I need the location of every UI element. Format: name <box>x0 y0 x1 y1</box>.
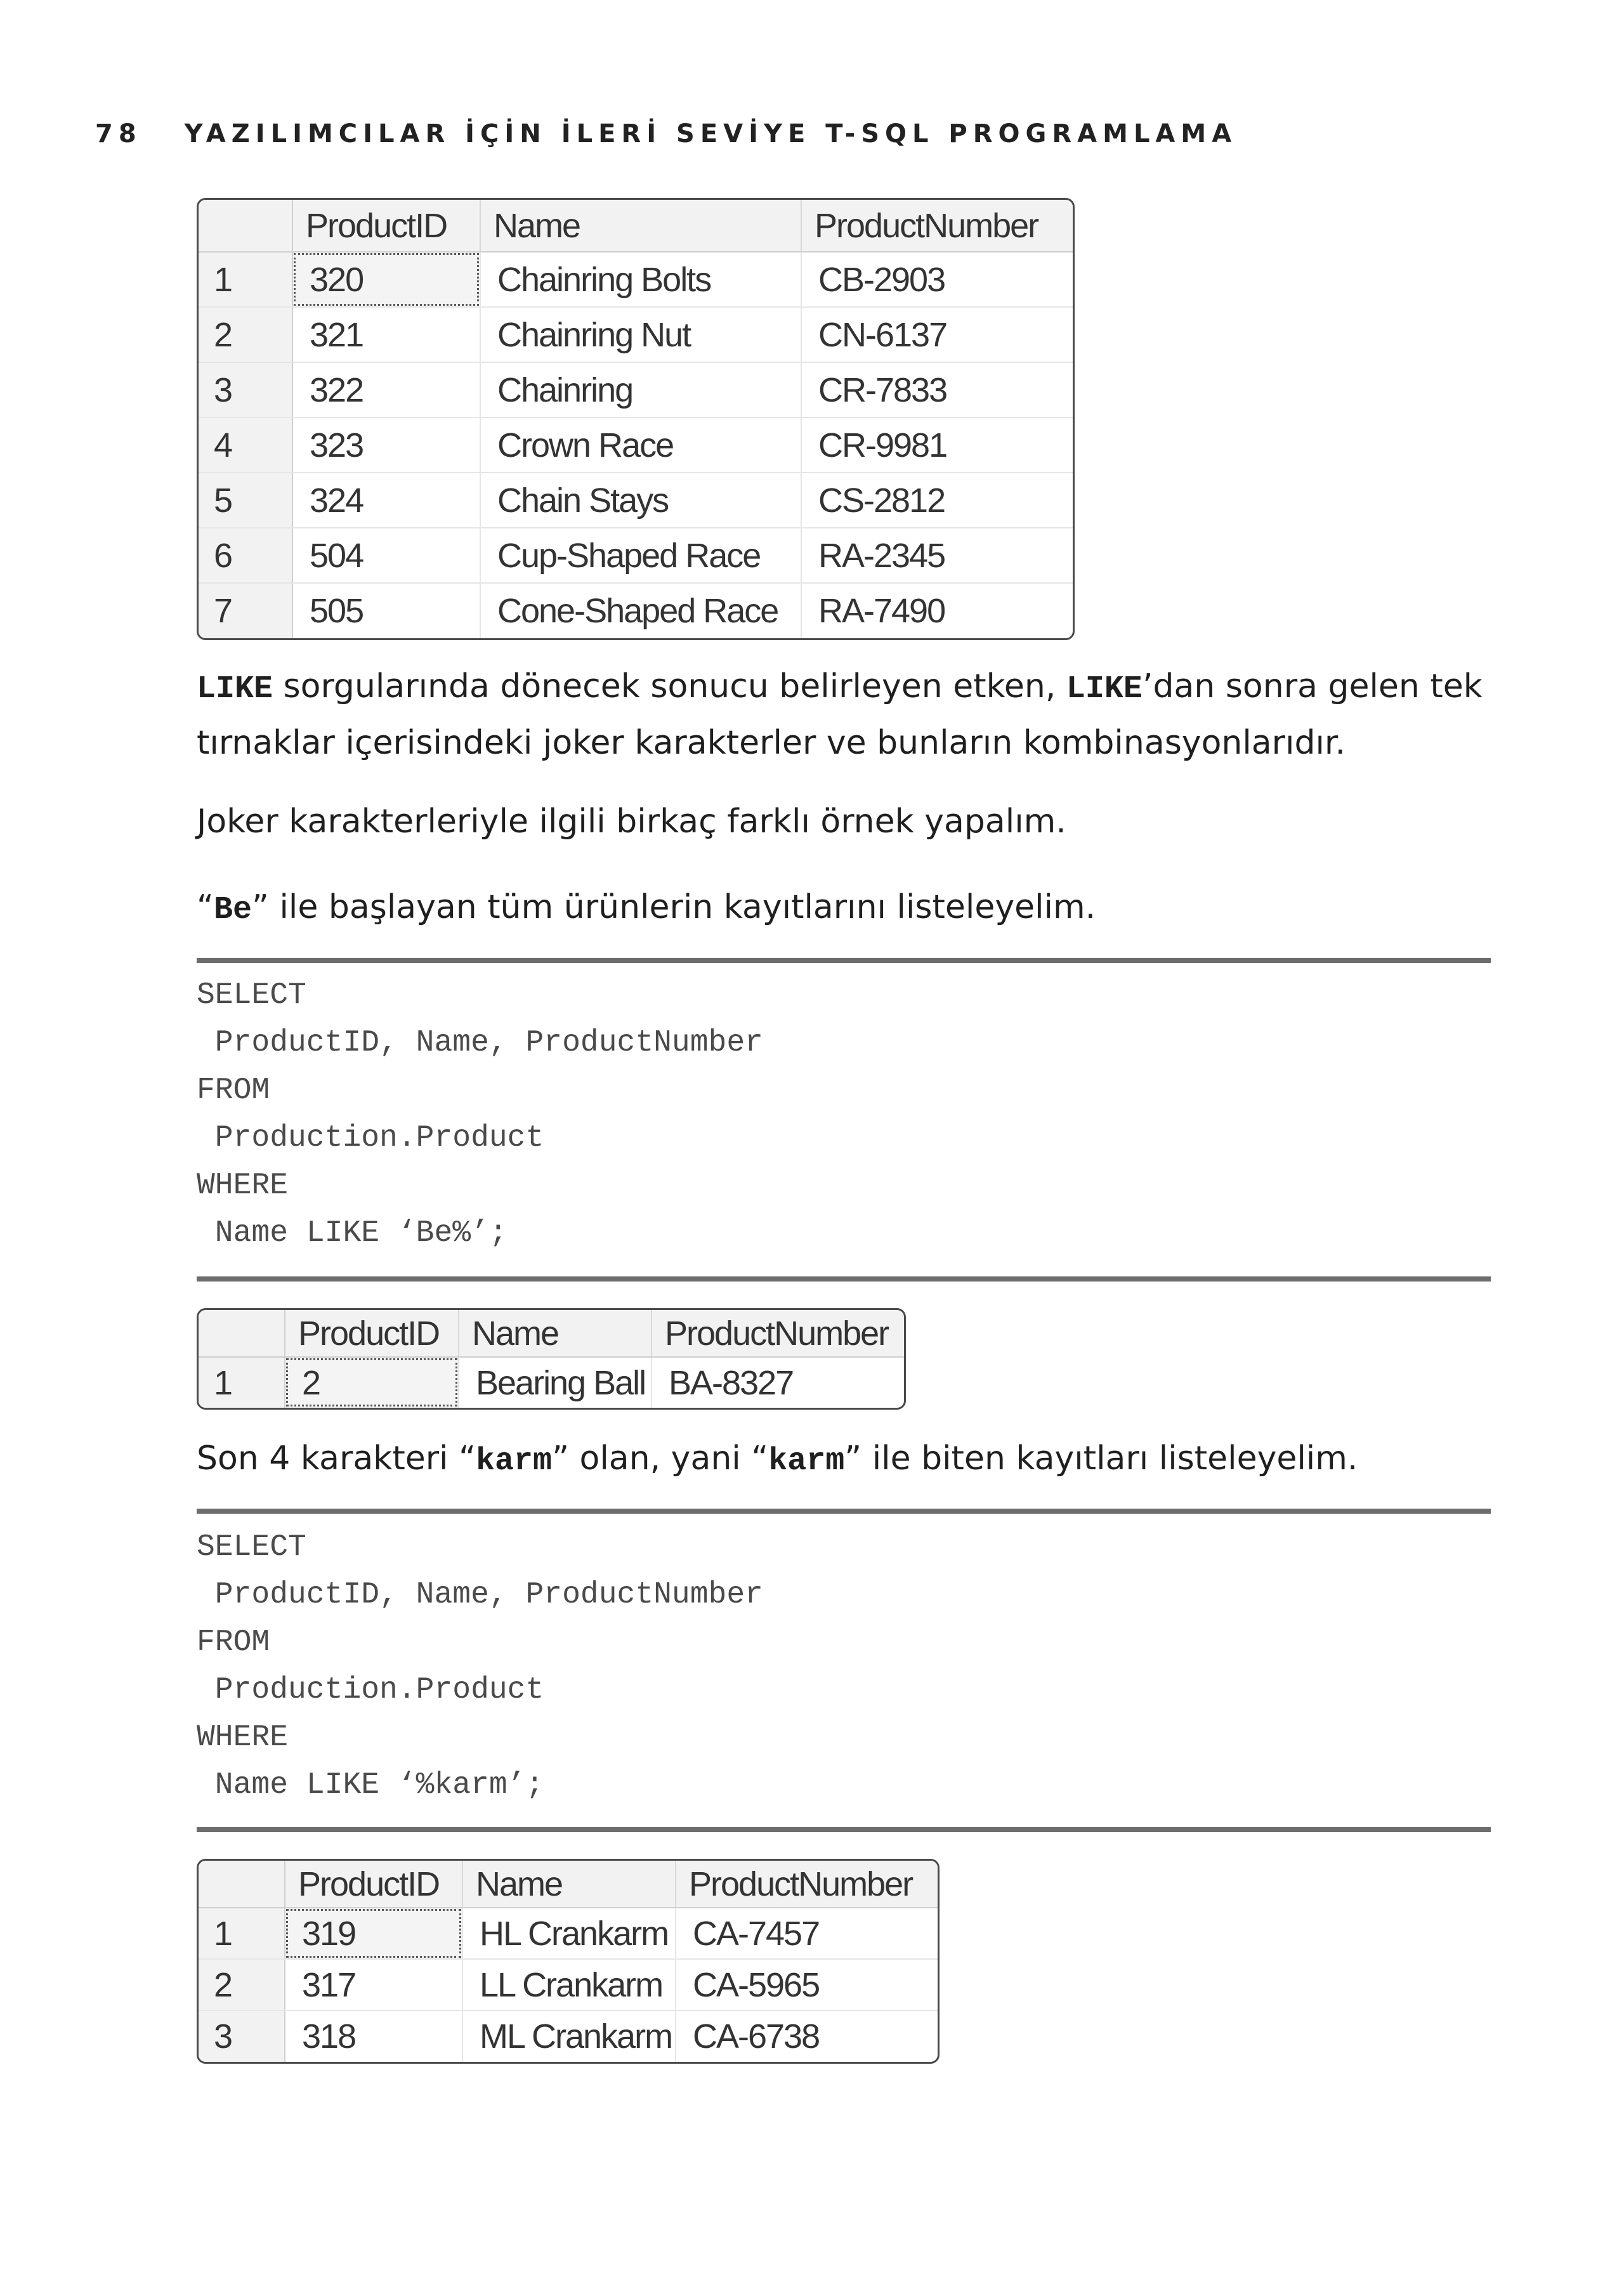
results-grid-3 <box>197 1859 940 2064</box>
code-line: SELECT <box>197 1530 306 1564</box>
code-block-1 <box>197 972 763 1257</box>
paragraph-like-explanation <box>197 660 1491 770</box>
column-header[interactable]: ProductID <box>285 1310 459 1357</box>
paragraph-karm-example <box>197 1432 1491 1488</box>
table-row[interactable] <box>199 1959 938 2010</box>
row-number[interactable]: 1 <box>199 1357 285 1408</box>
column-header[interactable]: Name <box>462 1861 676 1908</box>
paragraph-text: ” ile biten kayıtları listeleyelim. <box>844 1439 1358 1478</box>
running-head <box>95 119 1237 148</box>
cell-name[interactable]: HL Crankarm <box>462 1908 676 1959</box>
cell-productnumber[interactable]: BA-8327 <box>669 1363 794 1402</box>
cell-name[interactable]: Bearing Ball <box>459 1357 652 1408</box>
code-line: WHERE <box>197 1169 289 1203</box>
column-header[interactable]: Name <box>459 1310 652 1357</box>
row-number[interactable]: 1 <box>199 1908 285 1959</box>
code-block-2 <box>197 1524 763 1809</box>
paragraph-text: “ <box>197 888 214 926</box>
cell-name[interactable]: Cone-Shaped Race <box>480 583 801 638</box>
cell-productid[interactable]: 323 <box>292 417 480 473</box>
column-header[interactable]: ProductID <box>292 200 480 252</box>
column-header[interactable]: ProductNumber <box>652 1310 904 1357</box>
row-number[interactable]: 7 <box>199 583 292 638</box>
cell-name[interactable]: ML Crankarm <box>462 2010 676 2062</box>
cell-name[interactable]: Chainring Bolts <box>480 252 801 307</box>
code-line: Name LIKE ‘%karm’; <box>197 1768 544 1802</box>
code-rule-top <box>197 958 1491 963</box>
cell-name[interactable]: Crown Race <box>480 417 801 473</box>
row-number[interactable]: 3 <box>199 362 292 417</box>
row-number[interactable]: 5 <box>199 473 292 528</box>
row-header-corner <box>199 200 292 252</box>
cell-productid[interactable]: 320 <box>292 252 480 307</box>
cell-productnumber[interactable]: CN-6137 <box>801 307 1073 362</box>
paragraph-text: Son 4 karakteri “ <box>197 1439 476 1478</box>
code-rule-bottom <box>197 1276 1491 1282</box>
cell-productnumber[interactable]: CS-2812 <box>801 473 1073 528</box>
cell-productid[interactable]: 504 <box>292 528 480 583</box>
table-row[interactable] <box>199 307 1073 362</box>
cell-productnumber[interactable]: CB-2903 <box>801 252 1073 307</box>
cell-productnumber[interactable]: RA-7490 <box>818 592 945 630</box>
cell-name[interactable]: Chainring Nut <box>480 307 801 362</box>
cell-productnumber[interactable]: CA-7457 <box>676 1908 938 1959</box>
table-row[interactable] <box>199 417 1073 473</box>
table-row[interactable] <box>199 362 1073 417</box>
column-header[interactable]: ProductNumber <box>676 1861 938 1908</box>
cell-productid[interactable]: 505 <box>292 583 480 638</box>
inline-code: Be <box>213 892 252 928</box>
results-grid-2 <box>197 1308 906 1410</box>
cell-productid[interactable]: 319 <box>285 1908 462 1959</box>
code-rule-bottom <box>197 1827 1491 1832</box>
book-title: YAZILIMCILAR İÇİN İLERİ SEVİYE T-SQL PROGRAMLAMA <box>184 119 1238 148</box>
cell-name[interactable]: Chain Stays <box>480 473 801 528</box>
table-row[interactable] <box>199 583 1073 638</box>
paragraph-text: ” olan, yani “ <box>552 1439 769 1478</box>
code-line: ProductID, Name, ProductNumber <box>197 1578 763 1612</box>
paragraph-text: ’dan sonra gelen tek tırnaklar içerisindeki joker karakterler ve bunların kombinasyonlarıdır. <box>197 667 1483 762</box>
paragraph-be-example <box>197 881 1491 937</box>
column-header[interactable]: ProductNumber <box>801 200 1073 252</box>
paragraph-text: sorgularında dönecek sonucu belirleyen etken, <box>273 667 1066 705</box>
column-header[interactable]: Name <box>480 200 801 252</box>
table-row[interactable] <box>199 528 1073 583</box>
cell-name[interactable]: Cup-Shaped Race <box>480 528 801 583</box>
row-number[interactable]: 2 <box>199 307 292 362</box>
row-number[interactable]: 4 <box>199 417 292 473</box>
cell-productnumber[interactable]: CR-7833 <box>801 362 1073 417</box>
inline-code: LIKE <box>197 671 273 707</box>
column-header[interactable]: ProductID <box>285 1861 462 1908</box>
cell-productnumber[interactable]: CR-9981 <box>801 417 1073 473</box>
cell-name[interactable]: Chainring <box>480 362 801 417</box>
row-header-corner <box>199 1310 285 1357</box>
cell-productnumber[interactable]: RA-2345 <box>801 528 1073 583</box>
code-line: Name LIKE ‘Be%’; <box>197 1216 508 1250</box>
code-line: ProductID, Name, ProductNumber <box>197 1026 763 1060</box>
row-number[interactable]: 1 <box>199 252 292 307</box>
cell-productid[interactable]: 318 <box>285 2010 462 2062</box>
cell-productid[interactable]: 2 <box>285 1357 459 1408</box>
paragraph-text: ” ile başlayan tüm ürünlerin kayıtlarını listeleyelim. <box>251 888 1096 926</box>
inline-code: LIKE <box>1066 671 1143 707</box>
results-grid-1 <box>197 198 1075 640</box>
inline-code: karm <box>476 1443 553 1479</box>
table-row[interactable] <box>199 1357 904 1408</box>
table-row[interactable] <box>199 252 1073 307</box>
row-number[interactable]: 2 <box>199 1959 285 2010</box>
row-header-corner <box>199 1861 285 1908</box>
code-line: WHERE <box>197 1721 289 1755</box>
cell-productid[interactable]: 322 <box>292 362 480 417</box>
paragraph-examples-intro: Joker karakterleriyle ilgili birkaç farklı örnek yapalım. <box>197 803 1066 841</box>
cell-productid[interactable]: 324 <box>292 473 480 528</box>
code-line: Production.Product <box>197 1121 544 1155</box>
code-line: SELECT <box>197 978 306 1013</box>
code-line: Production.Product <box>197 1673 544 1707</box>
row-number[interactable]: 6 <box>199 528 292 583</box>
code-line: FROM <box>197 1073 270 1108</box>
code-rule-top <box>197 1509 1491 1514</box>
row-number[interactable]: 3 <box>199 2010 285 2062</box>
table-row[interactable] <box>199 473 1073 528</box>
cell-productid[interactable]: 321 <box>292 307 480 362</box>
cell-productnumber[interactable]: CA-5965 <box>676 1959 938 2010</box>
table-row[interactable] <box>199 1908 938 1959</box>
table-row[interactable] <box>199 2010 938 2062</box>
cell-name[interactable]: LL Crankarm <box>462 1959 676 2010</box>
cell-productnumber[interactable]: CA-6738 <box>693 2017 820 2055</box>
code-line: FROM <box>197 1625 270 1660</box>
page-number: 78 <box>95 119 142 148</box>
inline-code: karm <box>768 1443 845 1479</box>
cell-productid[interactable]: 317 <box>285 1959 462 2010</box>
